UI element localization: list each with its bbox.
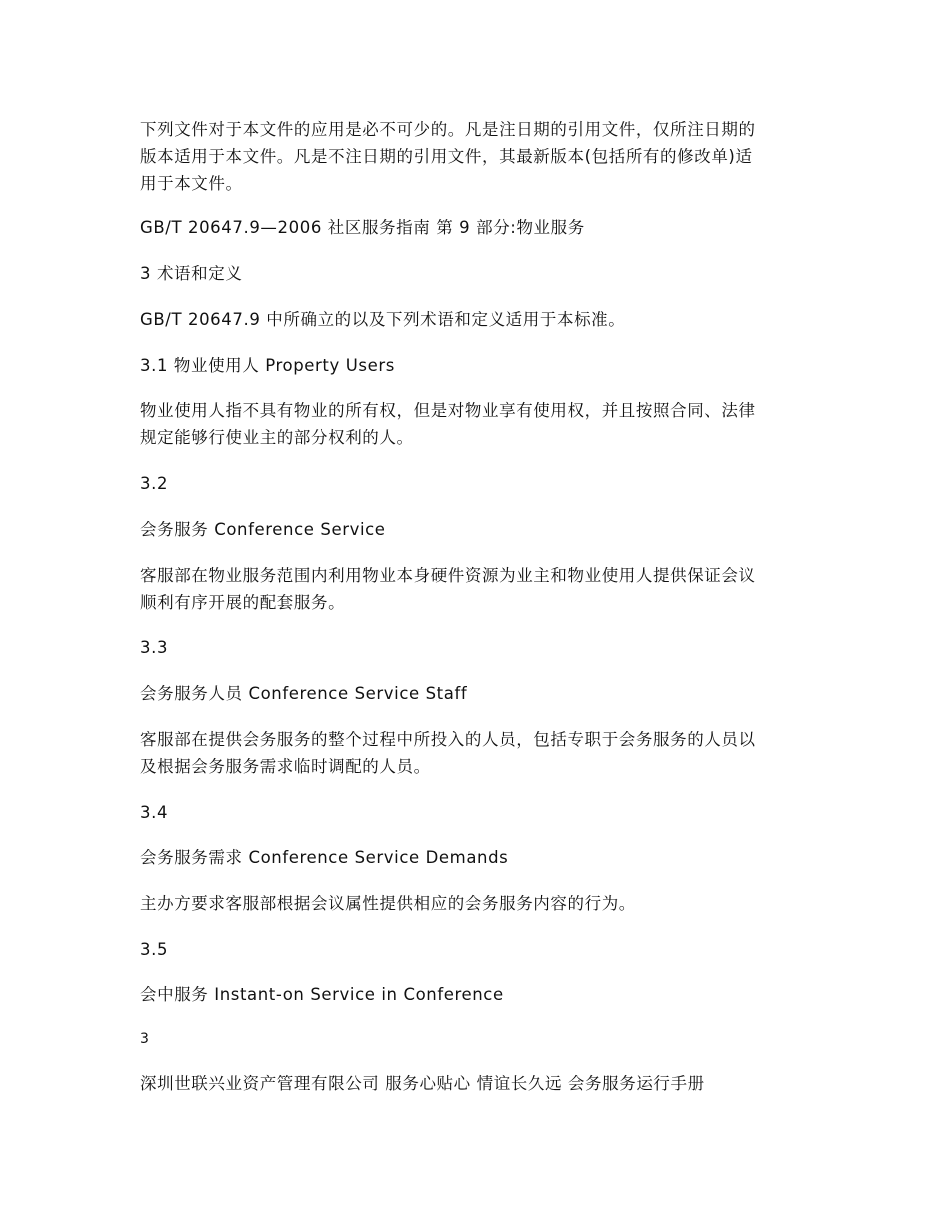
intro-line: 下列文件对于本文件的应用是必不可少的。凡是注日期的引用文件，仅所注日期的 xyxy=(140,120,756,139)
term-number: 3.4 xyxy=(140,803,169,822)
section-heading: 3 术语和定义 xyxy=(140,264,243,283)
term-number: 3.2 xyxy=(140,474,169,493)
term-heading: 3.1 物业使用人 Property Users xyxy=(140,356,395,375)
term-number: 3.5 xyxy=(140,940,169,959)
term-definition xyxy=(140,397,820,451)
page-footer: 深圳世联兴业资产管理有限公司 服务心贴心 情谊长久远 会务服务运行手册 xyxy=(140,1074,705,1093)
reference-standard: GB/T 20647.9—2006 社区服务指南 第 9 部分:物业服务 xyxy=(140,218,585,237)
definition-line: 客服部在物业服务范围内利用物业本身硬件资源为业主和物业使用人提供保证会议 xyxy=(140,566,756,585)
term-name: 会务服务人员 Conference Service Staff xyxy=(140,684,468,703)
term-name: 会中服务 Instant-on Service in Conference xyxy=(140,985,504,1004)
definition-line: 顺利有序开展的配套服务。 xyxy=(140,593,346,612)
term-definition xyxy=(140,562,820,616)
intro-line: 用于本文件。 xyxy=(140,174,243,193)
definition-line: 规定能够行使业主的部分权利的人。 xyxy=(140,428,414,447)
definition-line: 客服部在提供会务服务的整个过程中所投入的人员，包括专职于会务服务的人员以 xyxy=(140,730,756,749)
term-number: 3.3 xyxy=(140,638,169,657)
term-name: 会务服务需求 Conference Service Demands xyxy=(140,848,509,867)
definition-line: 及根据会务服务需求临时调配的人员。 xyxy=(140,757,431,776)
definition-line: 物业使用人指不具有物业的所有权，但是对物业享有使用权，并且按照合同、法律 xyxy=(140,401,756,420)
page-number: 3 xyxy=(140,1031,149,1047)
term-definition xyxy=(140,726,820,780)
term-definition: 主办方要求客服部根据会议属性提供相应的会务服务内容的行为。 xyxy=(140,894,636,913)
intro-line: 版本适用于本文件。凡是不注日期的引用文件，其最新版本(包括所有的修改单)适 xyxy=(140,147,753,166)
intro-paragraph xyxy=(140,116,820,197)
term-name: 会务服务 Conference Service xyxy=(140,520,386,539)
section-intro: GB/T 20647.9 中所确立的以及下列术语和定义适用于本标准。 xyxy=(140,310,626,329)
